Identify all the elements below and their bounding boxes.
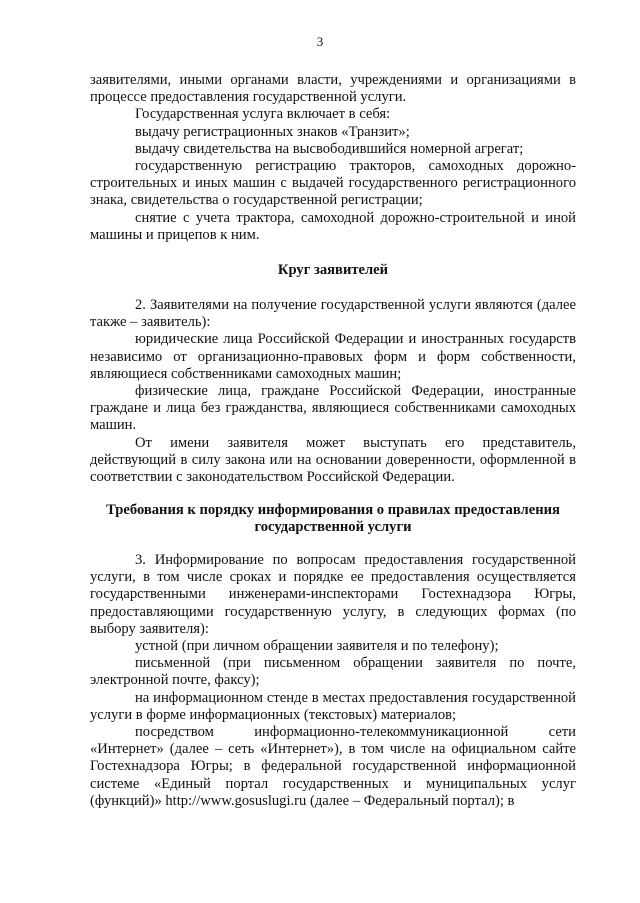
information-block (90, 552, 576, 810)
paragraph: устной (при личном обращении заявителя и по телефону); (135, 638, 499, 655)
section-heading (90, 502, 576, 536)
paragraph: От имени заявителя может выступать его представитель, действующий в силу закона или на основании доверенности, оформленной в соответствии с законодательством Российской Федерации. (90, 434, 576, 486)
section-heading: Круг заявителей (277, 262, 389, 278)
heading-line: Требования к порядку информирования о правилах предоставления (106, 502, 560, 518)
paragraph: Государственная услуга включает в себя: (135, 106, 391, 123)
heading-line: государственной услуги (254, 519, 412, 536)
paragraph: на информационном стенде в местах предоставления государственной услуги в форме информационных (текстовых) материалов; (90, 689, 576, 723)
paragraph: посредством информационно-телекоммуникационной сети «Интернет» (далее – сеть «Интернет»), в том числе на официальном сайте Гостехнадзора Югры; в федеральной государственной информационной системе «Единый портал государственных и муниципальных услуг (функций)» http://www.gosuslugi.ru (далее – Федеральный портал); в (90, 724, 576, 809)
intro-block (90, 72, 576, 244)
paragraph: юридические лица Российской Федерации и иностранных государств независимо от организационно-правовых форм и форм собственности, являющиеся собственниками самоходных машин; (90, 331, 576, 382)
paragraph: снятие с учета трактора, самоходной дорожно-строительной и иной машины и прицепов к ним. (90, 209, 576, 243)
paragraph: заявителями, иными органами власти, учреждениями и организациями в процессе предоставления государственной услуги. (90, 72, 576, 106)
paragraph: 3. Информирование по вопросам предоставления государственной услуги, в том числе сроках и порядке ее предоставления осуществляется государственными инженерами-инспекторами Гостехнадзора Югры, предоставляющими государственную услугу, в следующих формах (по выбору заявителя): (90, 552, 576, 637)
paragraph: государственную регистрацию тракторов, самоходных дорожно-строительных и иных машин с выдачей государственного регистрационного знака, свидетельства о государственной регистрации; (90, 158, 576, 209)
paragraph: физические лица, граждане Российской Федерации, иностранные граждане и лица без гражданства, являющиеся собственниками самоходных машин. (90, 383, 576, 434)
paragraph: письменной (при письменном обращении заявителя по почте, электронной почте, факсу); (90, 655, 576, 689)
page-number: 3 (316, 34, 324, 49)
paragraph: выдачу регистрационных знаков «Транзит»; (135, 123, 410, 140)
applicants-block (90, 297, 576, 486)
paragraph: 2. Заявителями на получение государственной услуги являются (далее также – заявитель): (90, 297, 576, 331)
paragraph: выдачу свидетельства на высвободившийся номерной агрегат; (135, 140, 524, 157)
